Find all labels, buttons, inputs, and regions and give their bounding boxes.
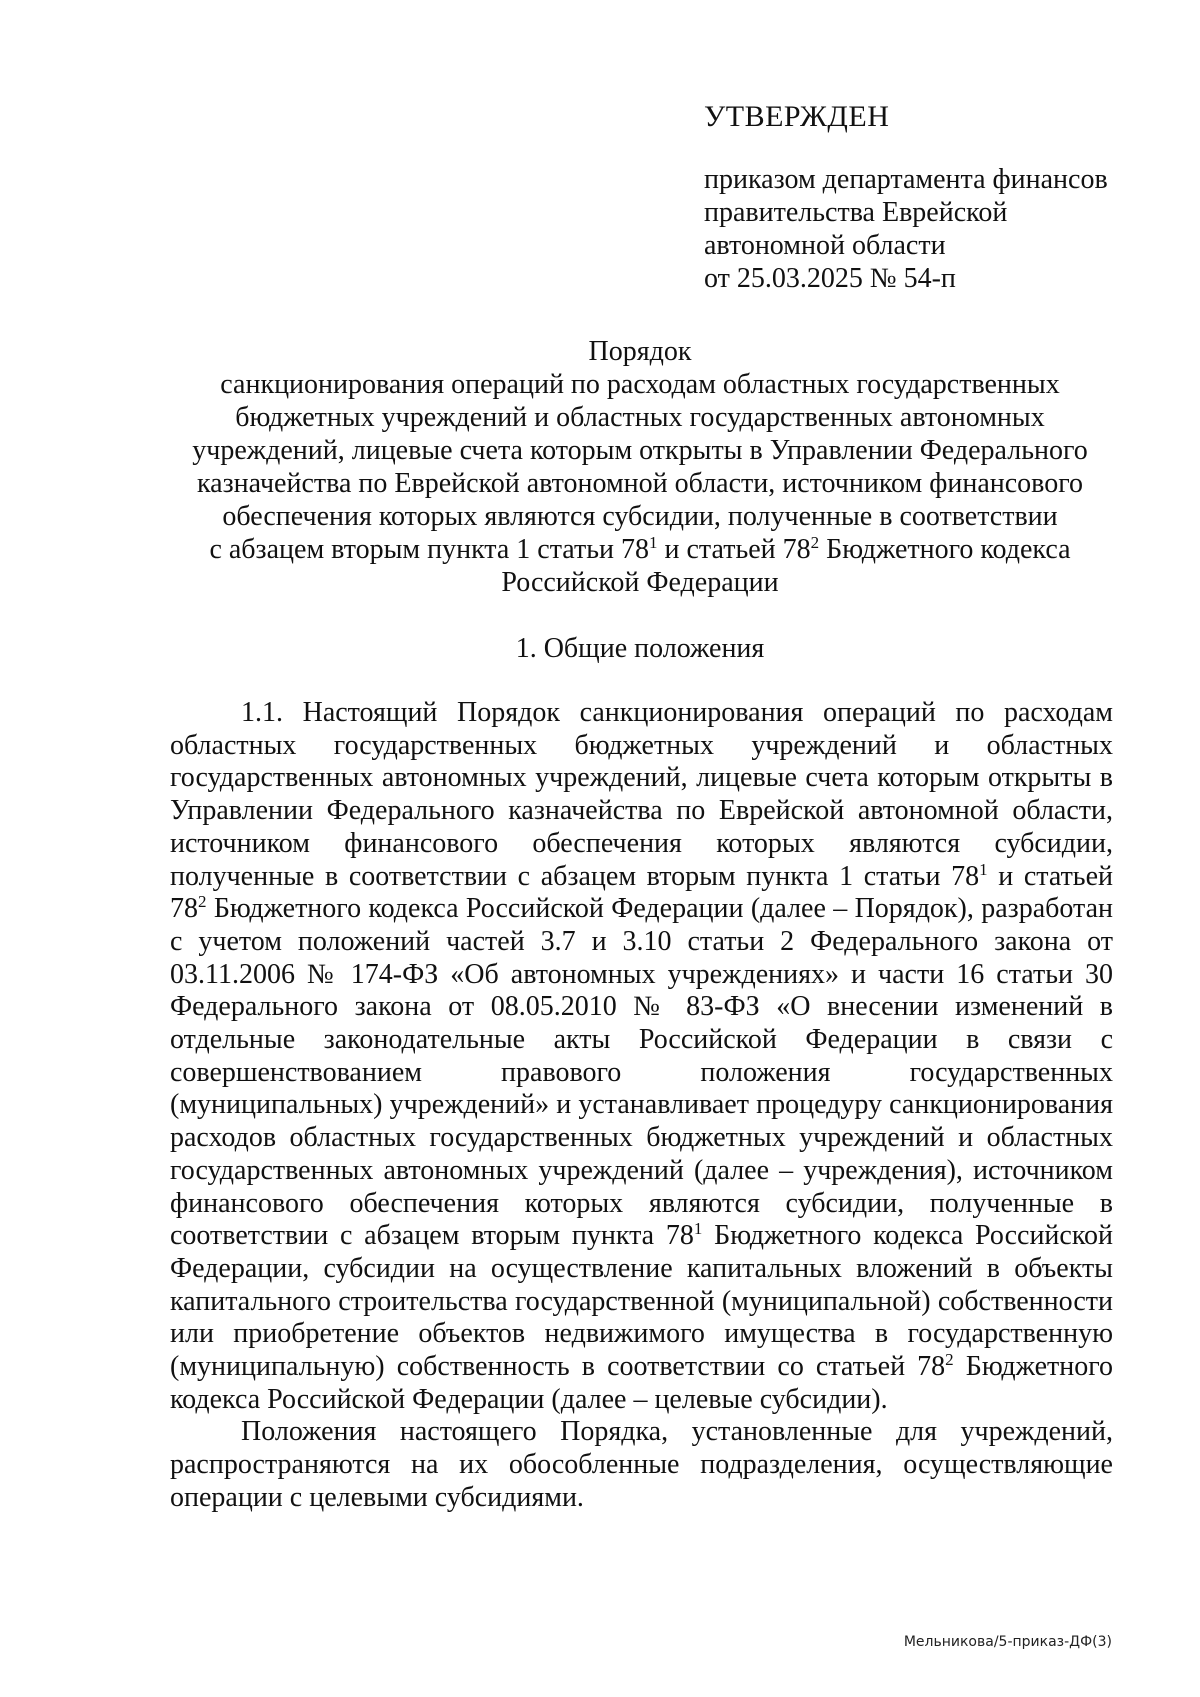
approval-line: правительства Еврейской xyxy=(704,197,1008,228)
paragraph-text: и статьей 78 xyxy=(170,860,1113,925)
document-title xyxy=(170,335,1110,599)
section-title: 1. Общие положения xyxy=(515,633,765,664)
section-body xyxy=(170,697,1113,1515)
paragraph-text: Бюджетного кодекса Российской Федерации (далее – Порядок), разработан с учетом положений частей 3.7 и 3.10 статьи 2 Федерального закона от 03.11.2006 № 174-ФЗ «Об автономных учреждениях» и части 16 статьи 30 Федерального закона от 08.05.2010 № 83-ФЗ «О внесении изменений в отдельные законодательные акты Российской Федерации в связи с совершенствованием правового положения государственных (муниципальных) учреждений» и устанавливает процедуру санкционирования расходов областных государственных бюджетных учреждений и областных государственных автономных учреждений (далее – учреждения), источником финансового обеспечения которых являются субсидии, полученные в соответствии с абзацем вторым пункта 78 xyxy=(170,893,1113,1252)
superscript: 1 xyxy=(979,859,988,879)
footer-code: Мельникова/5-приказ-ДФ(3) xyxy=(903,1634,1112,1650)
document-heading: Порядок xyxy=(588,336,692,367)
paragraph-text: Бюджетного кодекса Российской Федерации (далее – целевые субсидии). xyxy=(170,1351,1114,1415)
approval-line: автономной области xyxy=(704,230,946,261)
paragraph-text: Бюджетного кодекса Российской Федерации, субсидии на осуществление капитальных вложений в объекты капитального строительства государственной (муниципальной) собственности или приобретение объектов недвижимого имущества в государственную (муниципальную) собственность в соответствии со статьей 78 xyxy=(170,1220,1114,1383)
title-line: бюджетных учреждений и областных государственных автономных xyxy=(235,402,1045,433)
title-line: обеспечения которых являются субсидии, полученные в соответствии xyxy=(222,501,1058,532)
title-text: с абзацем вторым пункта 1 статьи 78 xyxy=(209,534,650,565)
title-text: Бюджетного кодекса xyxy=(819,534,1071,565)
paragraph-2: Положения настоящего Порядка, установленные для учреждений, распространяются на их обособленные подразделения, осуществляющие операции с целевыми субсидиями. xyxy=(170,1416,1113,1513)
approval-date-number: от 25.03.2025 № 54-п xyxy=(704,263,956,294)
superscript: 2 xyxy=(810,533,820,552)
approval-block xyxy=(704,100,1144,295)
title-text: и статьей 78 xyxy=(657,534,811,565)
title-line: санкционирования операций по расходам областных государственных xyxy=(220,369,1060,400)
superscript: 2 xyxy=(198,892,207,912)
approval-title: УТВЕРЖДЕН xyxy=(704,100,890,133)
superscript: 1 xyxy=(693,1219,703,1239)
title-line: Российской Федерации xyxy=(501,567,779,598)
paragraph-text: 1.1. Настоящий Порядок санкционирования операций по расходам областных государственных бюджетных учреждений и областных государственных автономных учреждений, лицевые счета которым открыты в Управлении Федерального казначейства по Еврейской автономной области, источником финансового обеспечения которых являются субсидии, полученные в соответствии с абзацем вторым пункта 1 статьи 78 xyxy=(170,697,1113,892)
paragraph-1-1 xyxy=(170,697,1113,1416)
title-line: казначейства по Еврейской автономной области, источником финансового xyxy=(196,468,1083,499)
superscript: 1 xyxy=(649,533,658,552)
approval-line: приказом департамента финансов xyxy=(704,164,1108,195)
superscript: 2 xyxy=(945,1350,954,1370)
title-line: учреждений, лицевые счета которым открыты в Управлении Федерального xyxy=(192,435,1088,466)
title-line xyxy=(170,533,1110,566)
